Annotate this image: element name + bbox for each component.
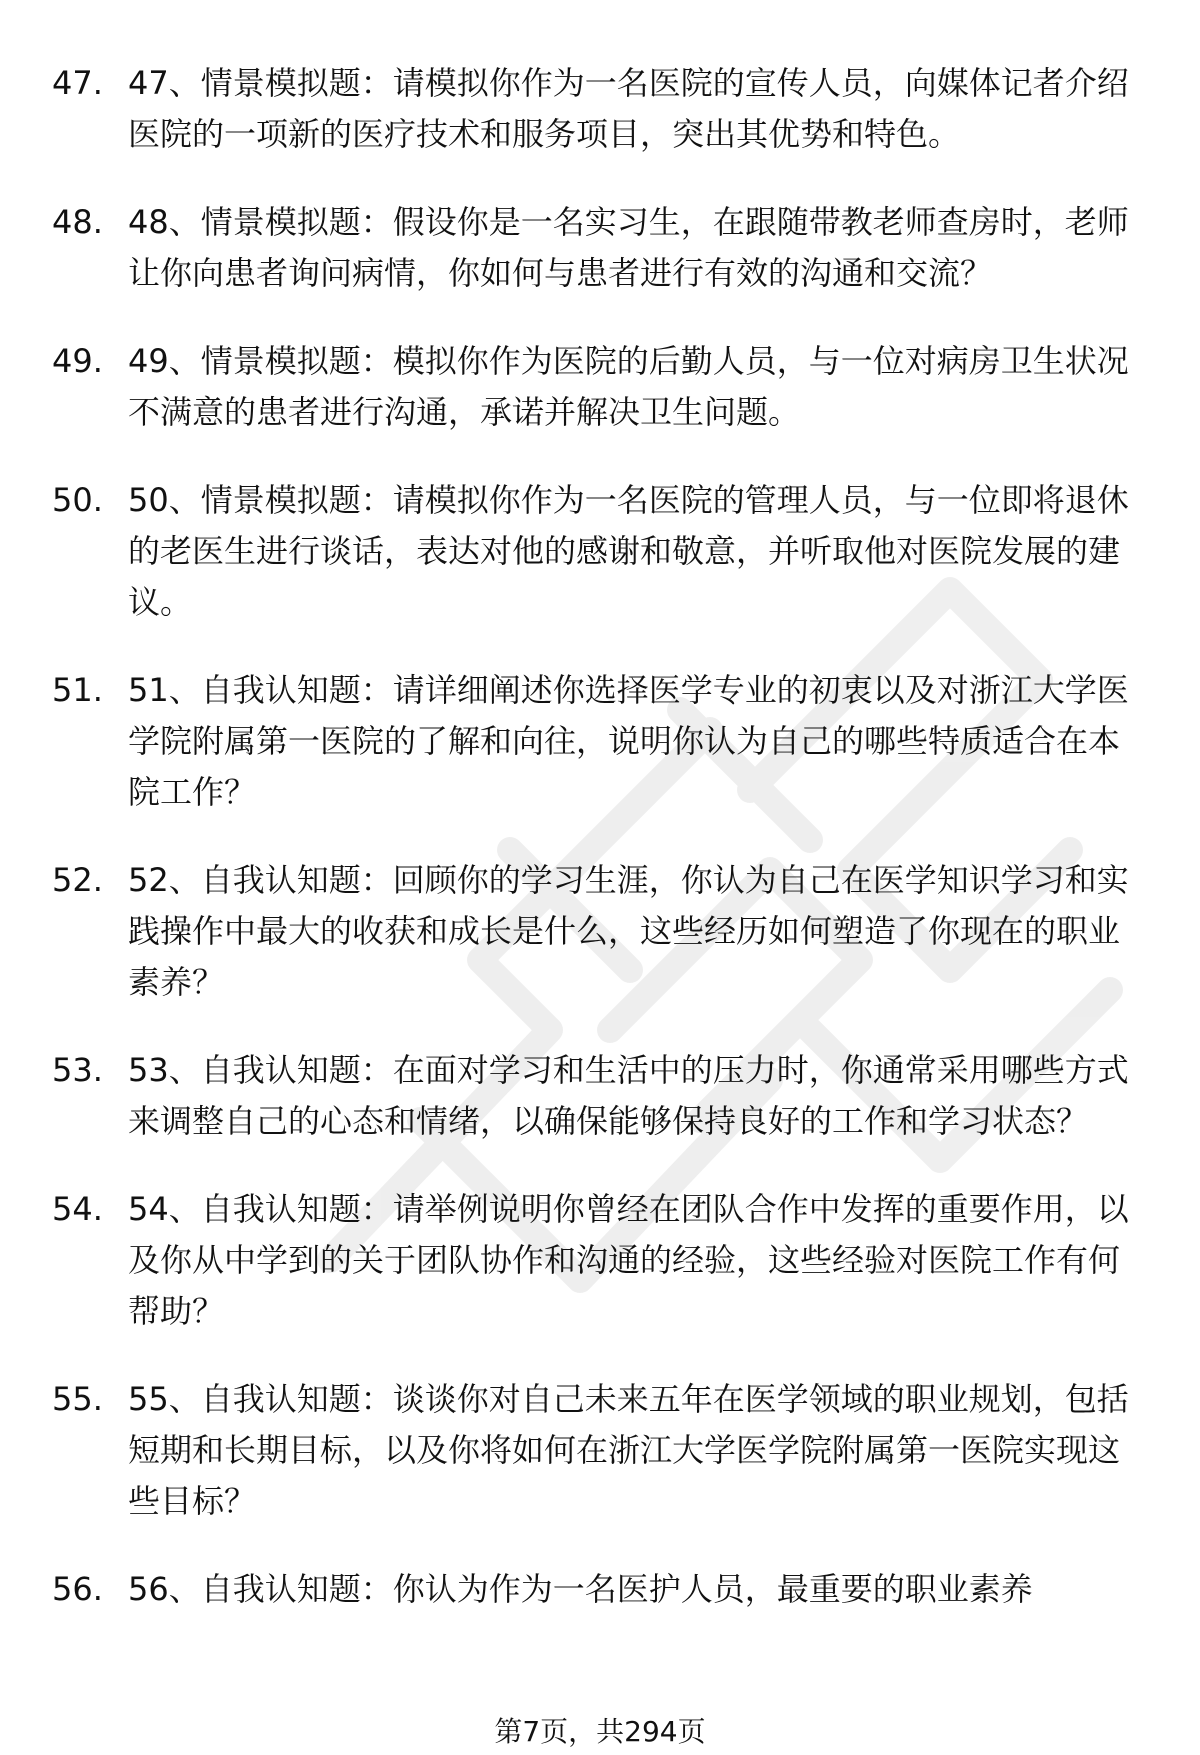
question-text: 52、自我认知题：回顾你的学习生涯，你认为自己在医学知识学习和实践操作中最大的收获和成长是什么，这些经历如何塑造了你现在的职业素养？	[128, 861, 1129, 1001]
question-text: 54、自我认知题：请举例说明你曾经在团队合作中发挥的重要作用，以及你从中学到的关于团队协作和沟通的经验，这些经验对医院工作有何帮助？	[128, 1190, 1129, 1330]
list-item	[52, 855, 1152, 1008]
question-number: 51.	[52, 671, 103, 709]
list-item	[52, 1374, 1152, 1527]
question-text: 47、情景模拟题：请模拟你作为一名医院的宣传人员，向媒体记者介绍医院的一项新的医疗技术和服务项目，突出其优势和特色。	[128, 64, 1129, 153]
question-number: 55.	[52, 1380, 103, 1418]
list-item	[52, 197, 1152, 299]
list-item	[52, 1045, 1152, 1147]
list-item	[52, 58, 1152, 160]
list-item	[52, 665, 1152, 818]
page-footer: 第7页，共294页	[494, 1715, 706, 1748]
list-item	[52, 336, 1152, 438]
question-text: 55、自我认知题：谈谈你对自己未来五年在医学领域的职业规划，包括短期和长期目标，以及你将如何在浙江大学医学院附属第一医院实现这些目标？	[128, 1380, 1129, 1520]
question-number: 56.	[52, 1570, 103, 1608]
question-number: 52.	[52, 861, 103, 899]
question-text: 49、情景模拟题：模拟你作为医院的后勤人员，与一位对病房卫生状况不满意的患者进行沟通，承诺并解决卫生问题。	[128, 342, 1129, 431]
question-text: 48、情景模拟题：假设你是一名实习生，在跟随带教老师查房时，老师让你向患者询问病情，你如何与患者进行有效的沟通和交流？	[128, 203, 1129, 292]
question-number: 50.	[52, 481, 103, 519]
question-text: 56、自我认知题：你认为作为一名医护人员，最重要的职业素养	[128, 1570, 1033, 1608]
question-text: 50、情景模拟题：请模拟你作为一名医院的管理人员，与一位即将退休的老医生进行谈话，表达对他的感谢和敬意，并听取他对医院发展的建议。	[128, 481, 1129, 621]
question-number: 49.	[52, 342, 103, 380]
question-number: 47.	[52, 64, 103, 102]
question-text: 51、自我认知题：请详细阐述你选择医学专业的初衷以及对浙江大学医学院附属第一医院的了解和向往，说明你认为自己的哪些特质适合在本院工作？	[128, 671, 1129, 811]
question-number: 54.	[52, 1190, 103, 1228]
question-text: 53、自我认知题：在面对学习和生活中的压力时，你通常采用哪些方式来调整自己的心态和情绪，以确保能够保持良好的工作和学习状态？	[128, 1051, 1129, 1140]
question-number: 53.	[52, 1051, 103, 1089]
list-item	[52, 1564, 1152, 1615]
list-item	[52, 1184, 1152, 1337]
question-list	[52, 58, 1152, 1652]
list-item	[52, 475, 1152, 628]
question-number: 48.	[52, 203, 103, 241]
